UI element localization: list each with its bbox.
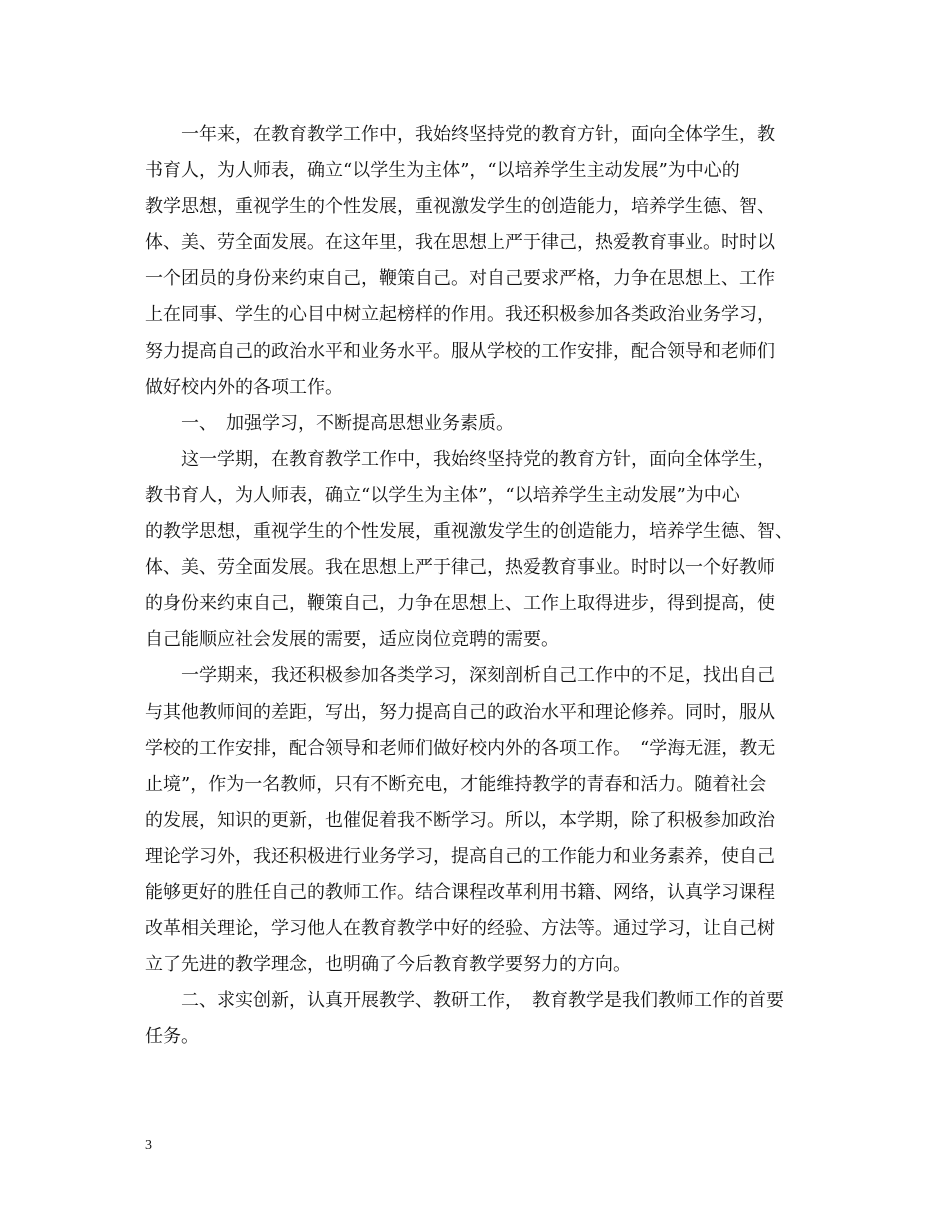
body-line: 体、美、劳全面发展。我在思想上严于律己，热爱教育事业。时时以一个好教师 xyxy=(145,557,775,579)
section-heading-line: 一、 加强学习，不断提高思想业务素质。 xyxy=(145,412,514,434)
section-heading-line: 二、求实创新，认真开展教学、教研工作， 教育教学是我们教师工作的首要 xyxy=(145,990,784,1012)
body-line: 自己能顺应社会发展的需要，适应岗位竞聘的需要。 xyxy=(145,629,559,651)
body-line: 立了先进的教学理念，也明确了今后教育教学要努力的方向。 xyxy=(145,954,631,976)
body-line: 书育人，为人师表，确立“以学生为主体”，“以培养学生主动发展”为中心的 xyxy=(145,160,740,182)
body-line: 改革相关理论，学习他人在教育教学中好的经验、方法等。通过学习，让自己树 xyxy=(145,918,775,940)
body-line: 体、美、劳全面发展。在这年里，我在思想上严于律己，热爱教育事业。时时以 xyxy=(145,232,775,254)
body-line: 任务。 xyxy=(145,1026,199,1048)
document-body xyxy=(145,117,825,1055)
body-line: 教书育人，为人师表，确立“以学生为主体”，“以培养学生主动发展”为中心 xyxy=(145,484,740,506)
body-line: 的发展，知识的更新，也催促着我不断学习。所以，本学期，除了积极参加政治 xyxy=(145,809,775,831)
body-line: 努力提高自己的政治水平和业务水平。服从学校的工作安排，配合领导和老师们 xyxy=(145,340,775,362)
body-line: 与其他教师间的差距，写出，努力提高自己的政治水平和理论修养。同时，服从 xyxy=(145,701,775,723)
body-line: 学校的工作安排，配合领导和老师们做好校内外的各项工作。 “学海无涯，教无 xyxy=(145,737,776,759)
body-line: 这一学期，在教育教学工作中，我始终坚持党的教育方针，面向全体学生， xyxy=(145,448,775,470)
body-line: 一年来，在教育教学工作中，我始终坚持党的教育方针，面向全体学生，教 xyxy=(145,124,775,145)
body-line: 止境”，作为一名教师，只有不断充电，才能维持教学的青春和活力。随着社会 xyxy=(145,773,767,795)
body-line: 做好校内外的各项工作。 xyxy=(145,376,343,398)
body-line: 的教学思想，重视学生的个性发展，重视激发学生的创造能力，培养学生德、智、 xyxy=(145,521,793,543)
body-line: 理论学习外，我还积极进行业务学习，提高自己的工作能力和业务素养，使自己 xyxy=(145,845,775,867)
body-line: 能够更好的胜任自己的教师工作。结合课程改革利用书籍、网络，认真学习课程 xyxy=(145,881,775,903)
body-line: 一学期来，我还积极参加各类学习，深刻剖析自己工作中的不足，找出自己 xyxy=(145,665,775,687)
body-line: 的身份来约束自己，鞭策自己，力争在思想上、工作上取得进步，得到提高，使 xyxy=(145,593,775,615)
page-number: 3 xyxy=(145,1138,152,1153)
body-line: 上在同事、学生的心目中树立起榜样的作用。我还积极参加各类政治业务学习， xyxy=(145,304,775,326)
body-line: 教学思想，重视学生的个性发展，重视激发学生的创造能力，培养学生德、智、 xyxy=(145,196,775,218)
body-line: 一个团员的身份来约束自己，鞭策自己。对自己要求严格，力争在思想上、工作 xyxy=(145,268,775,290)
